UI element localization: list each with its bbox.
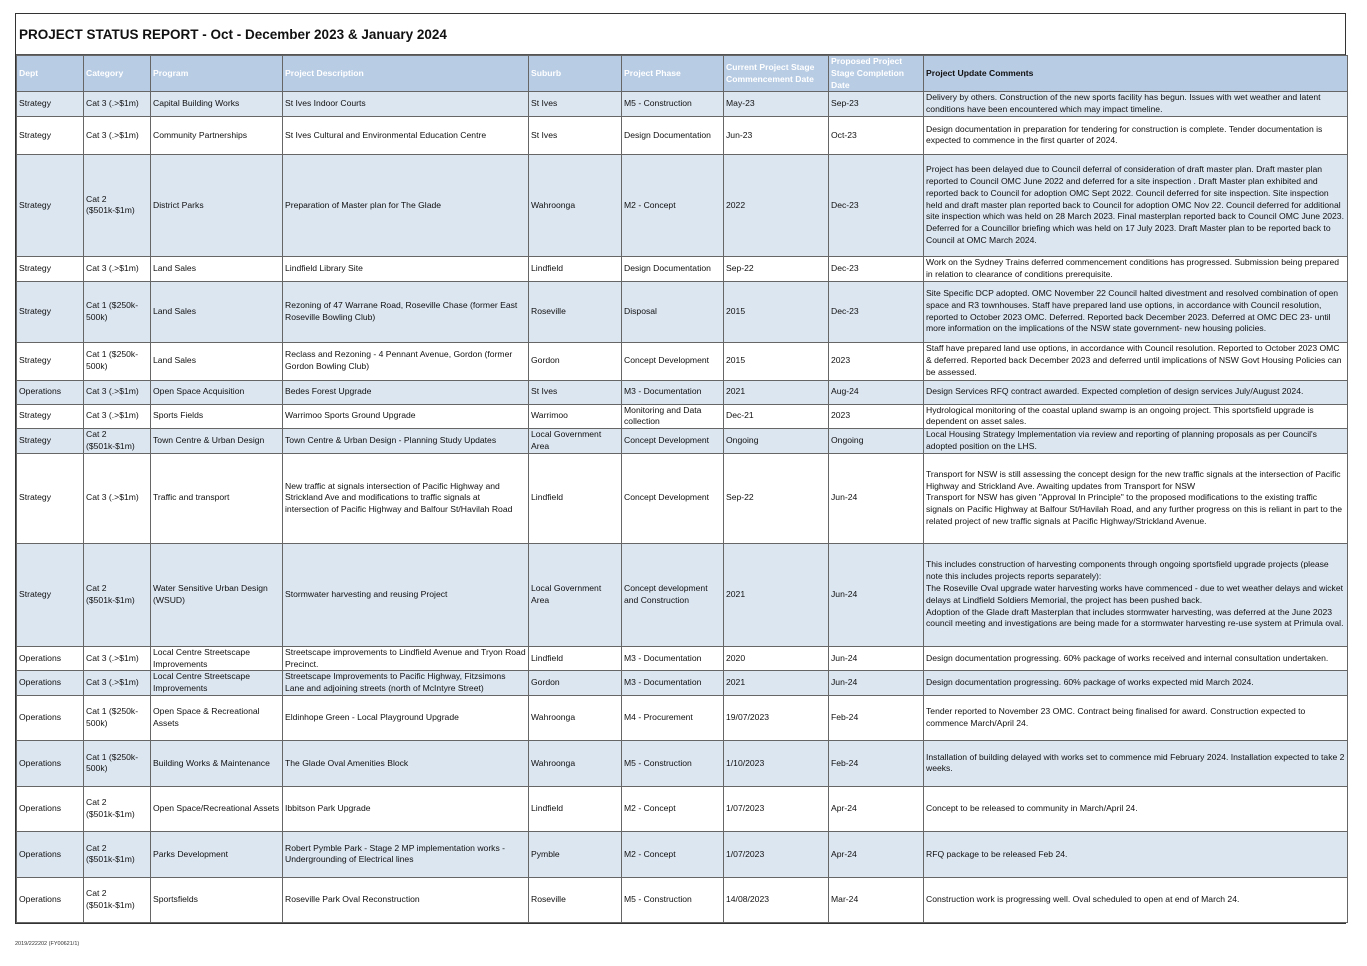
- cell-commencement: Dec-21: [724, 404, 829, 429]
- cell-phase: Concept development and Construction: [622, 543, 724, 646]
- cell-completion: Jun-24: [829, 646, 924, 671]
- cell-dept: Operations: [17, 671, 84, 696]
- cell-dept: Strategy: [17, 342, 84, 380]
- cell-program: Open Space/Recreational Assets: [151, 786, 283, 831]
- cell-category: Cat 3 (.>$1m): [84, 646, 151, 671]
- cell-program: Community Partnerships: [151, 116, 283, 154]
- cell-comments: Concept to be released to community in March/April 24.: [924, 786, 1348, 831]
- cell-category: Cat 3 (.>$1m): [84, 453, 151, 543]
- cell-description: Eldinhope Green - Local Playground Upgrade: [283, 695, 529, 740]
- cell-dept: Operations: [17, 740, 84, 786]
- cell-program: District Parks: [151, 154, 283, 256]
- cell-completion: Oct-23: [829, 116, 924, 154]
- cell-dept: Operations: [17, 380, 84, 404]
- cell-completion: Ongoing: [829, 429, 924, 454]
- table-row: [17, 786, 1348, 831]
- cell-completion: Dec-23: [829, 154, 924, 256]
- table-row: [17, 671, 1348, 696]
- cell-comments: This includes construction of harvesting components through ongoing sportsfield upgrade projects (please note this includes projects reports separately): The Roseville Oval upgrade water harvesting works have commenced - due to wet weather delays and wicket delays at Lindfield Soldiers Memorial, the project has been pushed back. Adoption of the Glade draft Masterplan that includes stormwater harvesting, was deferred at the June 2023 council meeting and investigations are being made for a stormwater harvesting re-use system at Primula oval.: [924, 543, 1348, 646]
- cell-program: Water Sensitive Urban Design (WSUD): [151, 543, 283, 646]
- cell-completion: Mar-24: [829, 877, 924, 922]
- cell-category: Cat 3 (.>$1m): [84, 380, 151, 404]
- cell-completion: Dec-23: [829, 281, 924, 342]
- cell-suburb: Lindfield: [529, 453, 622, 543]
- col-completion: Proposed Project Stage Completion Date: [829, 56, 924, 92]
- document-reference: 2019/222202 (FY00621/1): [15, 941, 80, 947]
- project-table: [16, 55, 1348, 923]
- cell-dept: Strategy: [17, 543, 84, 646]
- cell-program: Sports Fields: [151, 404, 283, 429]
- table-row: [17, 281, 1348, 342]
- cell-comments: Transport for NSW is still assessing the concept design for the new traffic signals at the intersection of Pacific Highway and Strickland Ave. Awaiting updates from Transport for NSW Transport for NSW has given "Approval In Principle" to the proposed modifications to the existing traffic signals on Pacific Highway at Balfour St/Havilah Road, and any further progress on this is reliant in part to the related project of new traffic signals at Pacific Highway/Strickland Avenue.: [924, 453, 1348, 543]
- status-report: [15, 13, 1346, 924]
- cell-suburb: Local Government Area: [529, 429, 622, 454]
- cell-description: St Ives Indoor Courts: [283, 92, 529, 117]
- cell-program: Open Space & Recreational Assets: [151, 695, 283, 740]
- cell-category: Cat 3 (.>$1m): [84, 256, 151, 281]
- header-row: [17, 56, 1348, 92]
- cell-comments: Delivery by others. Construction of the new sports facility has begun. Issues with wet weather and latent conditions have been encountered which may impact timeline.: [924, 92, 1348, 117]
- cell-suburb: Warrimoo: [529, 404, 622, 429]
- cell-category: Cat 1 ($250k-500k): [84, 342, 151, 380]
- col-suburb: Suburb: [529, 56, 622, 92]
- table-row: [17, 256, 1348, 281]
- cell-category: Cat 3 (.>$1m): [84, 92, 151, 117]
- cell-suburb: Wahroonga: [529, 154, 622, 256]
- cell-suburb: Wahroonga: [529, 740, 622, 786]
- cell-phase: M3 - Documentation: [622, 380, 724, 404]
- cell-phase: Concept Development: [622, 453, 724, 543]
- cell-phase: M5 - Construction: [622, 740, 724, 786]
- cell-category: Cat 2 ($501k-$1m): [84, 429, 151, 454]
- cell-program: Sportsfields: [151, 877, 283, 922]
- cell-description: Streetscape improvements to Lindfield Avenue and Tryon Road Precinct.: [283, 646, 529, 671]
- cell-program: Parks Development: [151, 831, 283, 877]
- cell-comments: Staff have prepared land use options, in accordance with Council resolution. Reported to October 2023 OMC & deferred. Reported back December 2023 and deferred until implications of NSW Govt Housing Policies can be assessed.: [924, 342, 1348, 380]
- cell-comments: Work on the Sydney Trains deferred commencement conditions has progressed. Submission being prepared in relation to clearance of conditions prerequisite.: [924, 256, 1348, 281]
- cell-description: Town Centre & Urban Design - Planning Study Updates: [283, 429, 529, 454]
- cell-completion: Jun-24: [829, 453, 924, 543]
- cell-description: St Ives Cultural and Environmental Education Centre: [283, 116, 529, 154]
- cell-dept: Strategy: [17, 281, 84, 342]
- cell-phase: M2 - Concept: [622, 786, 724, 831]
- table-row: [17, 429, 1348, 454]
- cell-dept: Operations: [17, 646, 84, 671]
- cell-phase: Design Documentation: [622, 116, 724, 154]
- cell-description: Roseville Park Oval Reconstruction: [283, 877, 529, 922]
- table-row: [17, 154, 1348, 256]
- table-row: [17, 740, 1348, 786]
- cell-program: Local Centre Streetscape Improvements: [151, 646, 283, 671]
- cell-description: The Glade Oval Amenities Block: [283, 740, 529, 786]
- cell-category: Cat 1 ($250k-500k): [84, 740, 151, 786]
- cell-description: Ibbitson Park Upgrade: [283, 786, 529, 831]
- cell-suburb: Lindfield: [529, 256, 622, 281]
- cell-phase: Concept Development: [622, 342, 724, 380]
- cell-commencement: 14/08/2023: [724, 877, 829, 922]
- cell-suburb: St Ives: [529, 380, 622, 404]
- cell-comments: Design documentation progressing. 60% package of works expected mid March 2024.: [924, 671, 1348, 696]
- col-program: Program: [151, 56, 283, 92]
- cell-phase: M5 - Construction: [622, 92, 724, 117]
- cell-dept: Strategy: [17, 453, 84, 543]
- cell-program: Open Space Acquisition: [151, 380, 283, 404]
- col-category: Category: [84, 56, 151, 92]
- cell-commencement: 2015: [724, 342, 829, 380]
- cell-phase: Monitoring and Data collection: [622, 404, 724, 429]
- cell-phase: M2 - Concept: [622, 154, 724, 256]
- cell-comments: RFQ package to be released Feb 24.: [924, 831, 1348, 877]
- cell-description: Stormwater harvesting and reusing Project: [283, 543, 529, 646]
- col-phase: Project Phase: [622, 56, 724, 92]
- cell-dept: Strategy: [17, 404, 84, 429]
- table-row: [17, 646, 1348, 671]
- cell-description: Warrimoo Sports Ground Upgrade: [283, 404, 529, 429]
- cell-program: Land Sales: [151, 281, 283, 342]
- cell-suburb: Wahroonga: [529, 695, 622, 740]
- cell-suburb: Gordon: [529, 342, 622, 380]
- cell-comments: Tender reported to November 23 OMC. Contract being finalised for award. Construction expected to commence March/April 24.: [924, 695, 1348, 740]
- cell-description: Robert Pymble Park - Stage 2 MP implementation works - Undergrounding of Electrical lines: [283, 831, 529, 877]
- cell-completion: 2023: [829, 404, 924, 429]
- cell-category: Cat 2 ($501k-$1m): [84, 831, 151, 877]
- table-row: [17, 831, 1348, 877]
- cell-commencement: 1/10/2023: [724, 740, 829, 786]
- cell-commencement: 2022: [724, 154, 829, 256]
- cell-completion: Feb-24: [829, 695, 924, 740]
- table-row: [17, 404, 1348, 429]
- cell-commencement: 19/07/2023: [724, 695, 829, 740]
- cell-category: Cat 1 ($250k-500k): [84, 281, 151, 342]
- table-row: [17, 380, 1348, 404]
- cell-program: Building Works & Maintenance: [151, 740, 283, 786]
- col-dept: Dept: [17, 56, 84, 92]
- cell-commencement: Jun-23: [724, 116, 829, 154]
- cell-suburb: St Ives: [529, 116, 622, 154]
- cell-phase: Design Documentation: [622, 256, 724, 281]
- col-description: Project Description: [283, 56, 529, 92]
- cell-commencement: 2021: [724, 543, 829, 646]
- cell-phase: M3 - Documentation: [622, 646, 724, 671]
- table-row: [17, 877, 1348, 922]
- cell-description: Rezoning of 47 Warrane Road, Roseville Chase (former East Roseville Bowling Club): [283, 281, 529, 342]
- cell-program: Town Centre & Urban Design: [151, 429, 283, 454]
- cell-suburb: Local Government Area: [529, 543, 622, 646]
- cell-phase: M4 - Procurement: [622, 695, 724, 740]
- cell-dept: Strategy: [17, 92, 84, 117]
- cell-completion: Jun-24: [829, 543, 924, 646]
- cell-commencement: 1/07/2023: [724, 786, 829, 831]
- cell-program: Traffic and transport: [151, 453, 283, 543]
- cell-completion: 2023: [829, 342, 924, 380]
- cell-commencement: Sep-22: [724, 453, 829, 543]
- cell-description: Bedes Forest Upgrade: [283, 380, 529, 404]
- cell-completion: Apr-24: [829, 786, 924, 831]
- cell-dept: Operations: [17, 695, 84, 740]
- cell-phase: M3 - Documentation: [622, 671, 724, 696]
- cell-phase: Concept Development: [622, 429, 724, 454]
- cell-dept: Strategy: [17, 154, 84, 256]
- cell-suburb: Lindfield: [529, 786, 622, 831]
- cell-completion: Sep-23: [829, 92, 924, 117]
- report-title: PROJECT STATUS REPORT - Oct - December 2023 & January 2024: [16, 14, 1345, 55]
- cell-category: Cat 1 ($250k-500k): [84, 695, 151, 740]
- cell-phase: M2 - Concept: [622, 831, 724, 877]
- table-row: [17, 695, 1348, 740]
- cell-suburb: Pymble: [529, 831, 622, 877]
- cell-comments: Installation of building delayed with works set to commence mid February 2024. Installation expected to take 2 weeks.: [924, 740, 1348, 786]
- cell-program: Local Centre Streetscape Improvements: [151, 671, 283, 696]
- cell-dept: Operations: [17, 786, 84, 831]
- table-row: [17, 543, 1348, 646]
- cell-commencement: 2021: [724, 671, 829, 696]
- cell-category: Cat 2 ($501k-$1m): [84, 154, 151, 256]
- cell-suburb: Lindfield: [529, 646, 622, 671]
- cell-program: Capital Building Works: [151, 92, 283, 117]
- cell-program: Land Sales: [151, 256, 283, 281]
- col-comments: Project Update Comments: [924, 56, 1348, 92]
- cell-suburb: Roseville: [529, 281, 622, 342]
- cell-dept: Operations: [17, 877, 84, 922]
- cell-commencement: Sep-22: [724, 256, 829, 281]
- cell-commencement: Ongoing: [724, 429, 829, 454]
- cell-suburb: Gordon: [529, 671, 622, 696]
- cell-dept: Strategy: [17, 429, 84, 454]
- cell-comments: Construction work is progressing well. Oval scheduled to open at end of March 24.: [924, 877, 1348, 922]
- cell-description: Streetscape Improvements to Pacific Highway, Fitzsimons Lane and adjoining streets (north of McIntyre Street): [283, 671, 529, 696]
- cell-comments: Design documentation progressing. 60% package of works received and internal consultation undertaken.: [924, 646, 1348, 671]
- table-body: [17, 92, 1348, 923]
- cell-phase: Disposal: [622, 281, 724, 342]
- cell-category: Cat 3 (.>$1m): [84, 404, 151, 429]
- cell-dept: Operations: [17, 831, 84, 877]
- cell-commencement: 2015: [724, 281, 829, 342]
- cell-description: New traffic at signals intersection of Pacific Highway and Strickland Ave and modifications to traffic signals at intersection of Pacific Highway and Balfour St/Havilah Road: [283, 453, 529, 543]
- cell-comments: Design Services RFQ contract awarded. Expected completion of design services July/August 2024.: [924, 380, 1348, 404]
- cell-comments: Design documentation in preparation for tendering for construction is complete. Tender documentation is expected to commence in the first quarter of 2024.: [924, 116, 1348, 154]
- cell-comments: Site Specific DCP adopted. OMC November 22 Council halted divestment and resolved combination of open space and R3 townhouses. Staff have prepared land use options, in accordance with Council resolution, reported to October 2023 OMC. Deferred. Reported back December 2023. Deferred at OMC DEC 23- until more information on the implications of the NSW state government- new housing policies.: [924, 281, 1348, 342]
- cell-category: Cat 2 ($501k-$1m): [84, 786, 151, 831]
- cell-suburb: St Ives: [529, 92, 622, 117]
- cell-description: Reclass and Rezoning - 4 Pennant Avenue, Gordon (former Gordon Bowling Club): [283, 342, 529, 380]
- cell-completion: Feb-24: [829, 740, 924, 786]
- cell-completion: Jun-24: [829, 671, 924, 696]
- cell-commencement: 2020: [724, 646, 829, 671]
- cell-completion: Apr-24: [829, 831, 924, 877]
- cell-commencement: 1/07/2023: [724, 831, 829, 877]
- cell-phase: M5 - Construction: [622, 877, 724, 922]
- cell-dept: Strategy: [17, 256, 84, 281]
- cell-commencement: May-23: [724, 92, 829, 117]
- cell-dept: Strategy: [17, 116, 84, 154]
- cell-commencement: 2021: [724, 380, 829, 404]
- table-row: [17, 342, 1348, 380]
- cell-category: Cat 3 (.>$1m): [84, 671, 151, 696]
- cell-description: Preparation of Master plan for The Glade: [283, 154, 529, 256]
- cell-category: Cat 3 (.>$1m): [84, 116, 151, 154]
- cell-comments: Hydrological monitoring of the coastal upland swamp is an ongoing project. This sportsfield upgrade is dependent on asset sales.: [924, 404, 1348, 429]
- cell-comments: Project has been delayed due to Council deferral of consideration of draft master plan. Draft master plan reported to Council OMC June 2022 and deferred for a site inspection . Draft Master plan exhibited and reported back to Council for adoption OMC Sept 2022. Council deferred for site inspection. Site inspection held and draft master plan reported back to Council for adoption OMC Nov 22. Council deferred for additional site inspection which was held on 28 March 2023. Final masterplan reported back to Council OMC June 2023. Deferred for a Councillor briefing which was held on 17 July 2023. Draft Master plan to be reported back to Council at OMC March 2024.: [924, 154, 1348, 256]
- cell-description: Lindfield Library Site: [283, 256, 529, 281]
- cell-completion: Dec-23: [829, 256, 924, 281]
- cell-program: Land Sales: [151, 342, 283, 380]
- cell-comments: Local Housing Strategy Implementation via review and reporting of planning proposals as per Council's adopted position on the LHS.: [924, 429, 1348, 454]
- cell-completion: Aug-24: [829, 380, 924, 404]
- table-row: [17, 453, 1348, 543]
- col-commencement: Current Project Stage Commencement Date: [724, 56, 829, 92]
- cell-suburb: Roseville: [529, 877, 622, 922]
- table-row: [17, 92, 1348, 117]
- table-row: [17, 116, 1348, 154]
- cell-category: Cat 2 ($501k-$1m): [84, 877, 151, 922]
- cell-category: Cat 2 ($501k-$1m): [84, 543, 151, 646]
